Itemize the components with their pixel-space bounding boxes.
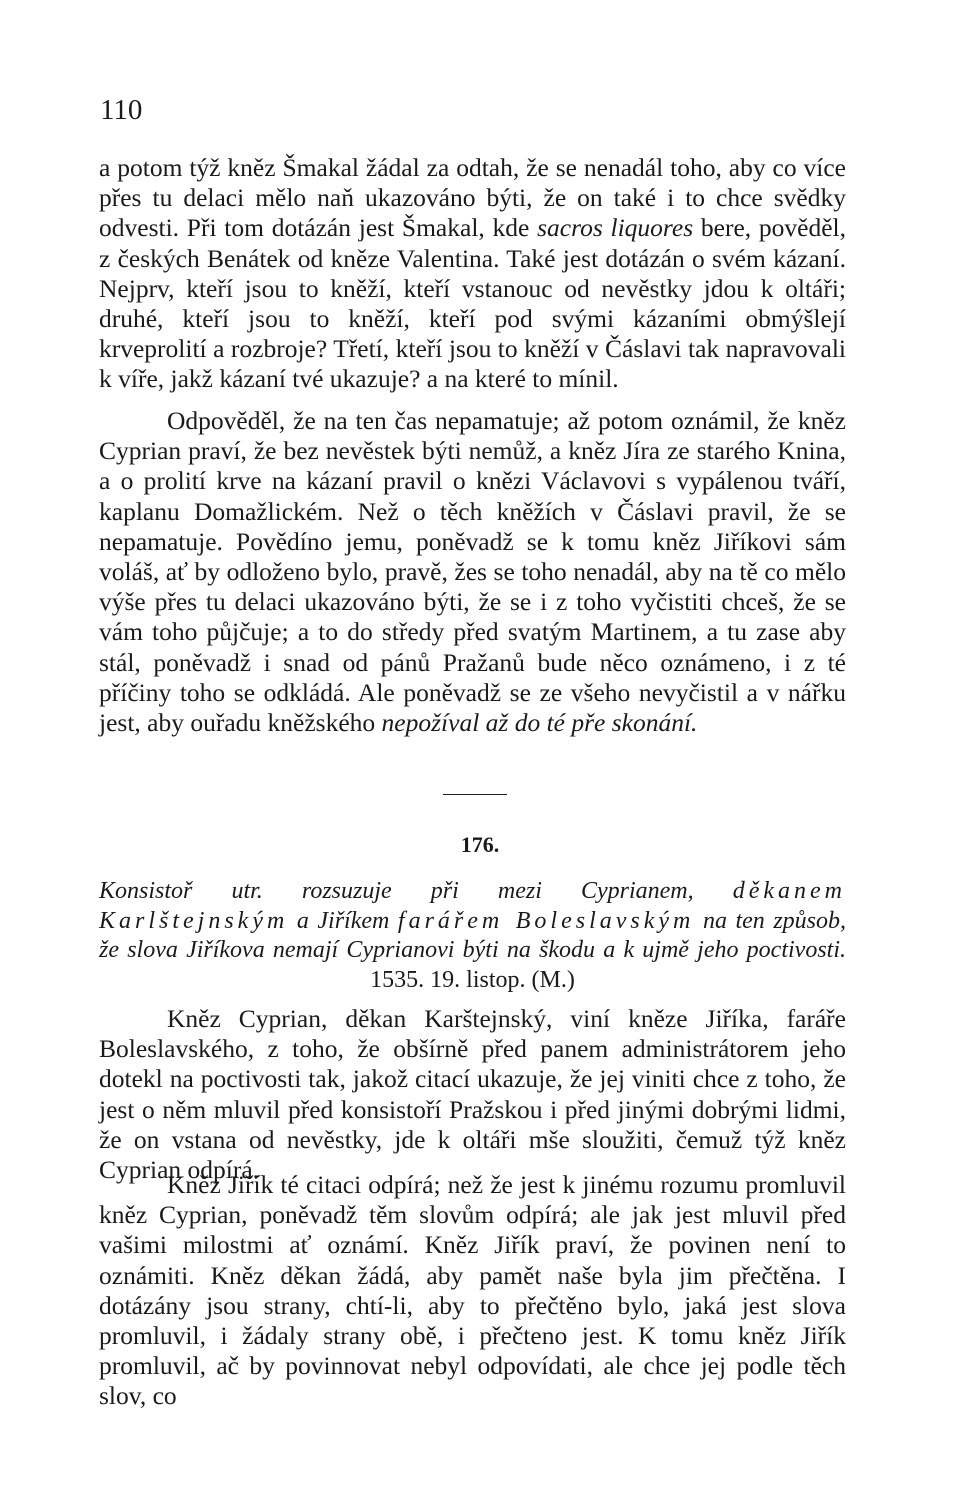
heading-text: Konsistoř utr. rozsuzuje při mezi Cyprianem, bbox=[99, 878, 733, 904]
heading-spaced: farářem Boleslavským bbox=[397, 907, 695, 934]
page-number: 110 bbox=[100, 94, 143, 126]
text-run: Odpověděl, že na ten čas nepamatuje; až potom oznámil, že kněz Cyprian praví, že bez nevěstek býti nemůž, a kněz Jíra ze starého Knina, a o prolití krve na kázaní pravil o knězi Václavovi s vypálenou tváří, kaplanu Domažlickém. Než o těch kněžích v Čáslavi pravil, že se nepamatuje. Povědíno jemu, poněvadž se k tomu kněz Jiříkovi sám voláš, ať by odloženo bylo, pravě, žes se toho nenadál, aby na tě co mělo výše přes tu delaci ukazováno býti, že se i z toho vyčistiti chceš, že se vám toho půjčuje; a to do středy před svatým Martinem, a tu zase aby stál, poněvadž i snad od pánů Pražanů bude něco oznámeno, i z té příčiny toho se odkládá. Ale poněvadž se ze všeho nevyčistil a v nářku jest, aby ouřadu kněžského bbox=[99, 406, 846, 738]
text-run: a potom týž kněz Šmakal žádal za odtah, že se nenadál toho, aby co více přes tu delaci mělo naň ukazováno býti, že on také i to chce svědky odvesti. Při tom dotázán jest Šmakal, kde bbox=[99, 153, 846, 243]
document-number: 176. bbox=[460, 832, 500, 857]
heading-date: 1535. 19. listop. (M.) bbox=[370, 966, 575, 993]
continuation-paragraph bbox=[99, 153, 846, 395]
body-paragraph: Kněz Cyprian, děkan Karštejnský, viní kněze Jiříka, faráře Boleslavského, z toho, že obšírně před panem administrátorem jeho dotekl na poctivosti tak, jakož citací ukazuje, že jej viniti chce z toho, že jest o něm mluvil před konsistoří Pražskou i před jinými dobrými lidmi, že on vstana od nevěstky, jde k oltáři mše sloužiti, čemuž týž kněz Cyprian odpírá. bbox=[99, 1004, 846, 1185]
heading-spaced: děkanem Karlštejnským bbox=[99, 878, 846, 934]
italic-term: sacros liquores bbox=[537, 213, 694, 243]
answer-paragraph bbox=[99, 406, 846, 738]
document-heading bbox=[99, 877, 846, 995]
italic-ending: nepožíval až do té pře skonání. bbox=[381, 708, 698, 738]
text-run: bere, pověděl, z českých Benátek od kněze Valentina. Také jest dotázán o svém kázaní. Nejprv, kteří jsou to kněží, kteří vstanouc od nevěstky jdou k oltáři; druhé, kteří jsou to kněží, kteří pod svými kázaními obmýšlejí krveprolití a rozbroje? Třetí, kteří jsou to kněží v Čáslavi tak napravovali k víře, jakž kázaní tvé ukazuje? a na které to mínil. bbox=[99, 213, 846, 394]
body-paragraph: Kněz Jiřík té citaci odpírá; než že jest k jinému rozumu promluvil kněz Cyprian, poněvadž těm slovům odpírá; ale jak jest mluvil před vašimi milostmi ať oznámí. Kněz Jiřík praví, že povinen není to oznámiti. Kněz děkan žádá, aby pamět naše byla jim přečtěna. I dotázány jsou strany, chtí-li, aby to přečtěno bylo, jaká jest slova promluvil, i žádaly strany obě, i přečteno jest. K tomu kněz Jiřík promluvil, ač by povinnovat nebyl odpovídati, ale chce jej podle těch slov, co bbox=[99, 1170, 846, 1411]
heading-text: a Jiříkem bbox=[288, 907, 398, 934]
section-separator bbox=[443, 794, 507, 795]
heading-text: na ten způsob, že slova Jiříkova nemají Cyprianovi býti na škodu a k ujmě jeho poctivosti. bbox=[99, 907, 847, 963]
